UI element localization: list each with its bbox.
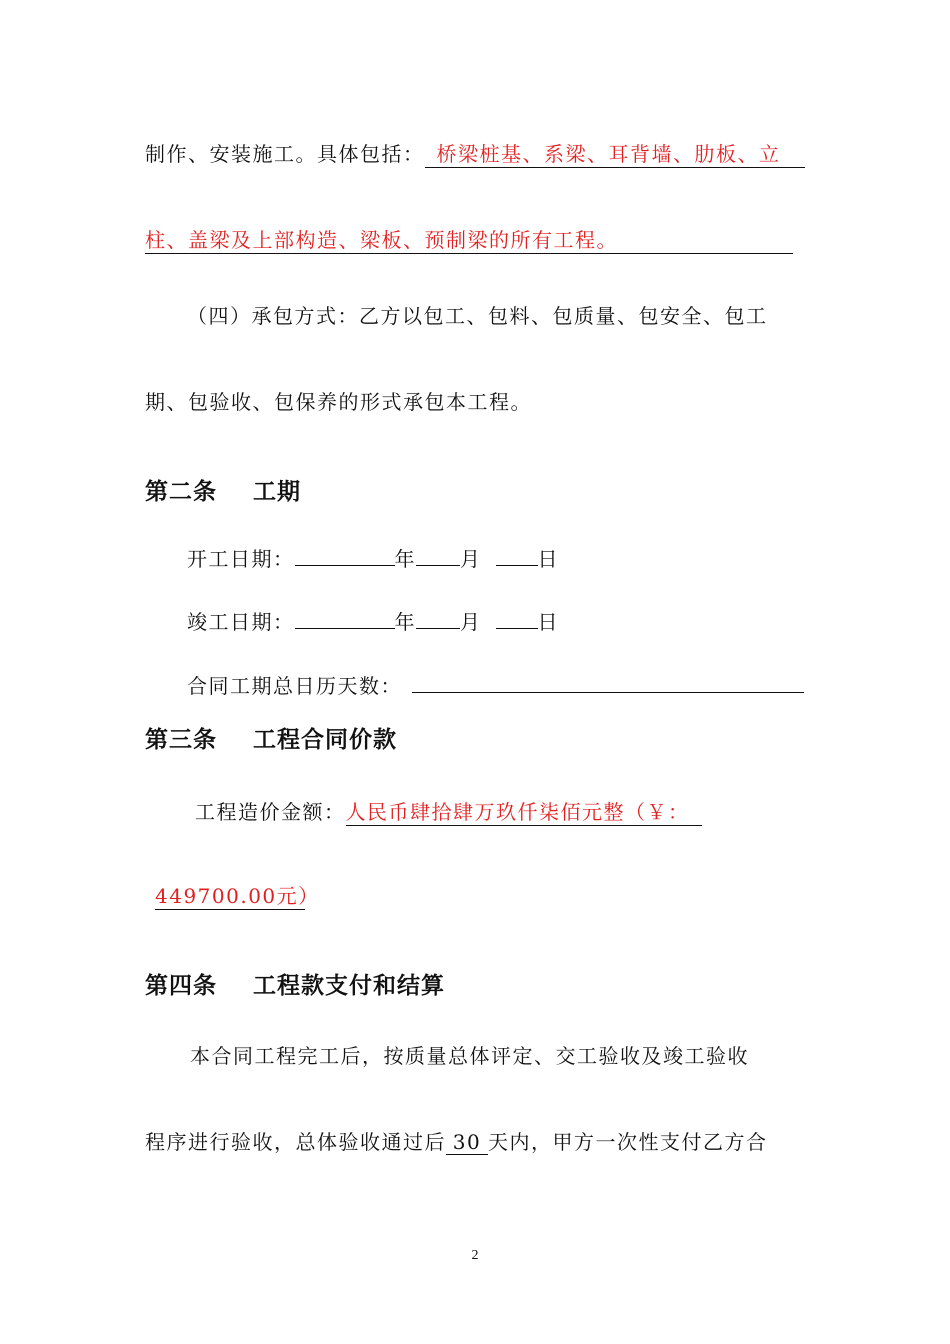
article-3-number: 第三条 bbox=[145, 727, 217, 753]
end-date-label: 竣工日期： bbox=[187, 610, 295, 634]
start-date-line bbox=[187, 543, 559, 572]
day-label: 日 bbox=[537, 610, 559, 634]
article-4-title: 工程款支付和结算 bbox=[253, 973, 445, 999]
amount-line-2 bbox=[155, 880, 320, 910]
amount-figure-red: 449700.00元） bbox=[155, 880, 305, 910]
article-2-title: 工期 bbox=[253, 479, 301, 505]
article-2-number: 第二条 bbox=[145, 479, 217, 505]
day-label: 日 bbox=[537, 547, 559, 571]
article-3-heading bbox=[145, 721, 397, 754]
payment-line-1: 本合同工程完工后，按质量总体评定、交工验收及竣工验收 bbox=[190, 1044, 749, 1068]
total-days-line bbox=[187, 670, 804, 699]
year-label: 年 bbox=[394, 547, 416, 571]
contract-method-line-2: 期、包验收、包保养的形式承包本工程。 bbox=[145, 390, 532, 414]
amount-red: 人民币肆拾肆万玖仟柒佰元整（￥： bbox=[346, 796, 702, 826]
end-date-line bbox=[187, 606, 559, 635]
payment-prefix: 程序进行验收，总体验收通过后 bbox=[145, 1130, 446, 1154]
scope-items-red-cont: 柱、盖梁及上部构造、梁板、预制梁的所有工程。 bbox=[145, 224, 793, 254]
article-4-heading bbox=[145, 967, 445, 1000]
end-year-blank bbox=[295, 610, 395, 629]
year-label: 年 bbox=[394, 610, 416, 634]
scope-line-2 bbox=[145, 224, 793, 254]
month-label: 月 bbox=[460, 547, 482, 571]
total-days-label: 合同工期总日历天数： bbox=[187, 674, 402, 698]
scope-line-1 bbox=[145, 138, 805, 168]
payment-line-2 bbox=[145, 1126, 768, 1155]
article-2-heading bbox=[145, 473, 301, 506]
contract-method-line-1: （四）承包方式：乙方以包工、包料、包质量、包安全、包工 bbox=[187, 304, 768, 328]
article-3-title: 工程合同价款 bbox=[253, 727, 397, 753]
end-day-blank bbox=[496, 610, 538, 629]
payment-days: 30 bbox=[446, 1130, 488, 1155]
end-month-blank bbox=[416, 610, 460, 629]
scope-prefix: 制作、安装施工。具体包括： bbox=[145, 142, 425, 166]
start-month-blank bbox=[416, 547, 460, 566]
amount-line-1 bbox=[195, 796, 702, 826]
payment-suffix: 天内，甲方一次性支付乙方合 bbox=[488, 1130, 768, 1154]
page-number: 2 bbox=[471, 1248, 479, 1263]
month-label: 月 bbox=[460, 610, 482, 634]
start-day-blank bbox=[496, 547, 538, 566]
article-4-number: 第四条 bbox=[145, 973, 217, 999]
total-days-blank bbox=[412, 674, 804, 693]
start-year-blank bbox=[295, 547, 395, 566]
amount-label: 工程造价金额： bbox=[195, 800, 346, 824]
scope-items-red: 桥梁桩基、系梁、耳背墙、肋板、立 bbox=[425, 138, 805, 168]
start-date-label: 开工日期： bbox=[187, 547, 295, 571]
